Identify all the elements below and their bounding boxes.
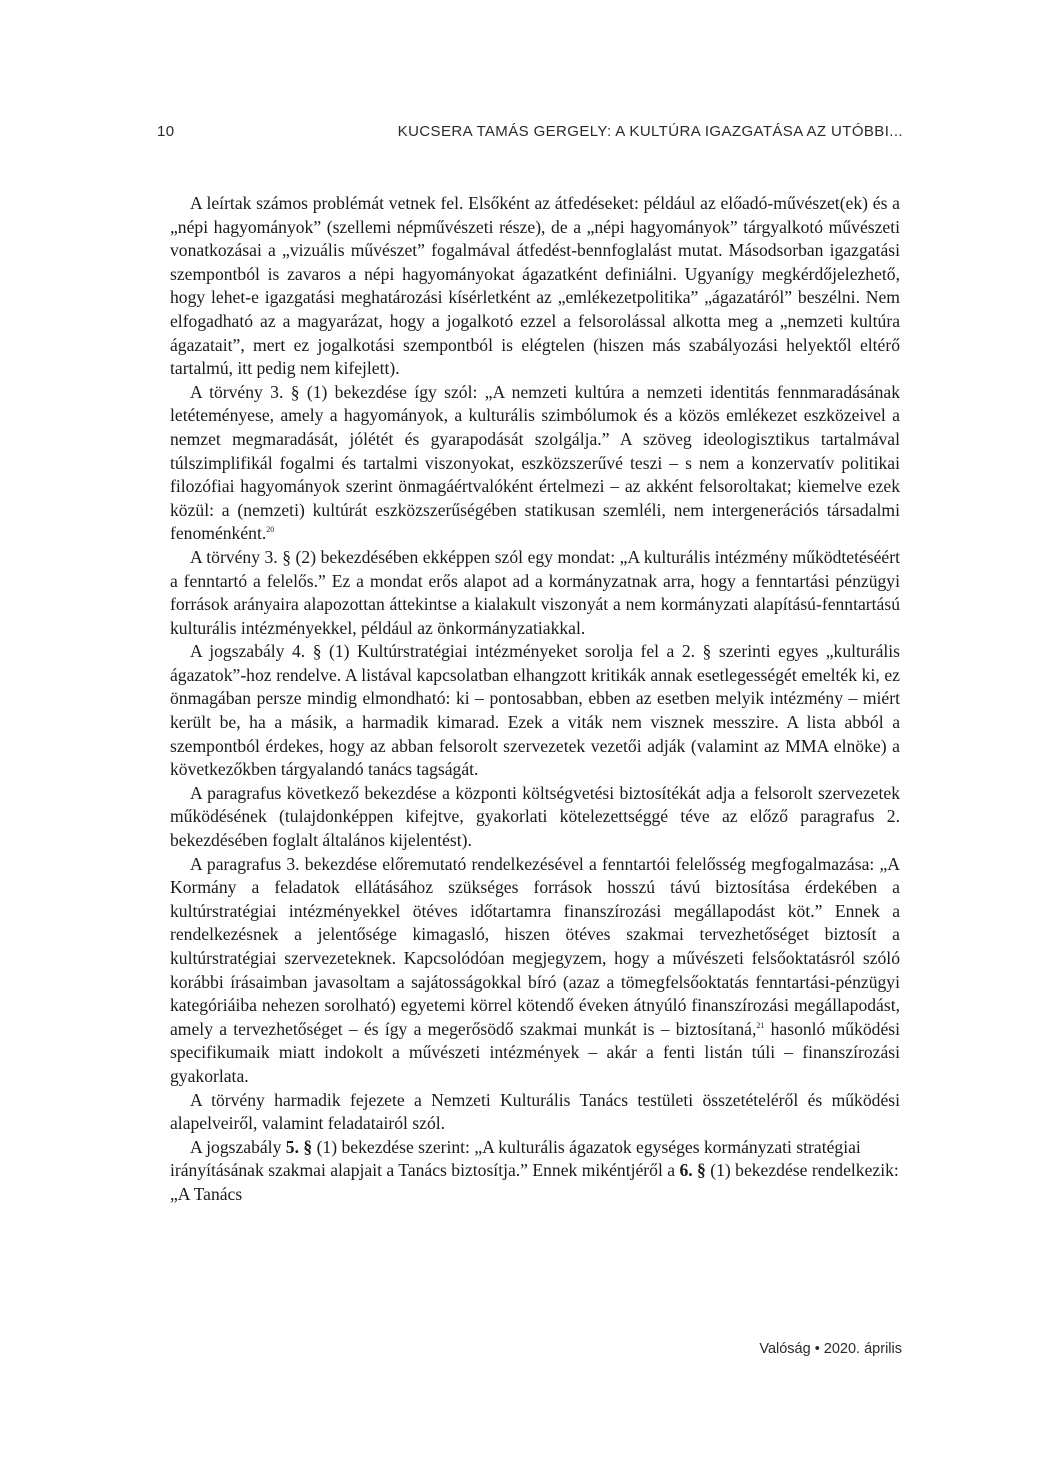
paragraph-8-text-d: (1) bekezdése rendelkezik: „A Tanács — [170, 1160, 899, 1204]
paragraph-4: A jogszabály 4. § (1) Kultúrstratégiai intézményeket sorolja fel a 2. § szerinti egyes „kulturális ágazatok”-hoz rendelve. A listával kapcsolatban elhangzott kritikák annak esetlegességét emelték ki, ez önmagában persze mindig elmondható: ki – pontosabban, ebben az esetben melyik intézmény – miért került be, ha a másik, a harmadik kimarad. Ezek a viták nem visznek messzire. A lista abból a szempontból érdekes, hogy az abban felsorolt szervezetek vezetői adják (valamint az MMA elnöke) a következőkben tárgyalandó tanács tagságát. — [170, 641, 900, 780]
paragraph-2 — [170, 381, 900, 546]
article-body — [170, 192, 900, 1207]
paragraph-1: A leírtak számos problémát vetnek fel. Elsőként az átfedéseket: például az előadó-művészet(ek) és a „népi hagyományok” (szellemi népművészeti része), de a „népi hagyományok” tárgyalkotó művészeti vonatkozásai a „vizuális művészet” fogalmával átfedést-bennfoglalást mutat. Másodsorban igazgatási szempontból is zavaros a népi hagyományokat ágazatként definiálni. Ugyanígy megkérdőjelezhető, hogy lehet-e igazgatási meghatározási kísérletként az „emlékezetpolitika” „ágazatáról” beszélni. Nem elfogadható az a magyarázat, hogy a jogalkotó ezzel a felsorolással alkotta meg a „nemzeti kultúra ágazatait”, mert ez jogalkotási szempontból is elégtelen (hiszen más szabályozási helyektől eltérő tartalmú, itt pedig nem kifejlett). — [170, 193, 900, 379]
paragraph-6-text-b: hasonló működési specifikumaik miatt indokolt a művészeti intézmények – akár a fenti listán túli – finanszírozási gyakorlata. — [170, 1018, 900, 1086]
paragraph-2-text: A törvény 3. § (1) bekezdése így szól: „A nemzeti kultúra a nemzeti identitás fennmaradásának letéteményese, amely a hagyományok, a kulturális szimbólumok és a közös emlékezet eszközeivel a nemzet megmaradását, jólétét és gyarapodását szolgálja.” A szöveg ideologisztikus tartalmával túlszimplifikál fogalmi és tartalmi viszonyokat, eszközszerűvé teszi – s nem a konzervatív politikai filozófiai hagyományok szerint önmagáértvalóként értelmezi – az akként felsoroltakat; kiemelve ezek közül: a (nemzeti) kultúrát eszközszerűségében statikusan szemléli, nem intergenerációs társadalmi fenoménként. — [170, 381, 900, 544]
paragraph-6 — [170, 853, 900, 1089]
paragraph-5: A paragrafus következő bekezdése a központi költségvetési biztosítékát adja a felsorolt szervezetek működésének (tulajdonképpen kifejtve, gyakorlati kötelezettséggé téve az előző paragrafus 2. bekezdésében foglalt általános kijelentést). — [170, 782, 900, 851]
page-number: 10 — [157, 123, 175, 140]
section-ref-5: 5. § — [285, 1136, 313, 1157]
paragraph-8-text-c: (1) bekezdése szerint: „A kulturális ágazatok egységes kormányzati stratégiai irányításának szakmai alapjait a Tanács biztosítja.” Ennek mikéntjéről a — [170, 1136, 861, 1181]
section-ref-6: 6. § — [679, 1160, 706, 1181]
paragraph-3: A törvény 3. § (2) bekezdésében ekképpen szól egy mondat: „A kulturális intézmény működtetéséért a fenntartó a felelős.” Ez a mondat erős alapot ad a kormányzatnak arra, hogy a fenntartási pénzügyi források arányaira alapozottan áttekintse a kialakult viszonyát a nem kormányzati alapítású-fenntartású kulturális intézményekkel, például az önkormányzatiakkal. — [170, 546, 900, 638]
paragraph-7: A törvény harmadik fejezete a Nemzeti Kulturális Tanács testületi összetételéről és működési alapelveiről, valamint feladatairól szól. — [170, 1089, 900, 1134]
footnote-ref-21: 21 — [756, 1020, 765, 1030]
paragraph-8 — [170, 1136, 900, 1207]
running-title: KUCSERA TAMÁS GERGELY: A KULTÚRA IGAZGATÁSA AZ UTÓBBI... — [397, 123, 903, 140]
page-header — [157, 123, 903, 147]
paragraph-8-text-a: A jogszabály — [190, 1136, 286, 1157]
footnote-ref-20: 20 — [266, 525, 275, 535]
page-footer: Valóság • 2020. április — [759, 1341, 902, 1357]
paragraph-6-text-a: A paragrafus 3. bekezdése előremutató rendelkezésével a fenntartói felelősség megfogalmazása: „A Kormány a feladatok ellátásához szükséges források hosszú távú biztosítása érdekében a kultúrstratégiai intézményekkel ötéves időtartamra finanszírozási megállapodást köt.” Ennek a rendelkezésnek a jelentősége kimagasló, hiszen ötéves szakmai tervezhetőséget biztosít a kultúrstratégiai szervezeteknek. Kapcsolódóan megjegyzem, hogy a művészeti felsőoktatásról szóló korábbi írásaimban javasoltam a sajátosságokkal bíró (azaz a tömegfelsőoktatás fenntartási-pénzügyi kategóriáiba nehezen sorolható) egyetemi körrel kötendő éveken átnyúló finanszírozási megállapodást, amely a tervezhetőséget – és így a megerősödő szakmai munkát is – biztosítaná, — [170, 853, 900, 1039]
